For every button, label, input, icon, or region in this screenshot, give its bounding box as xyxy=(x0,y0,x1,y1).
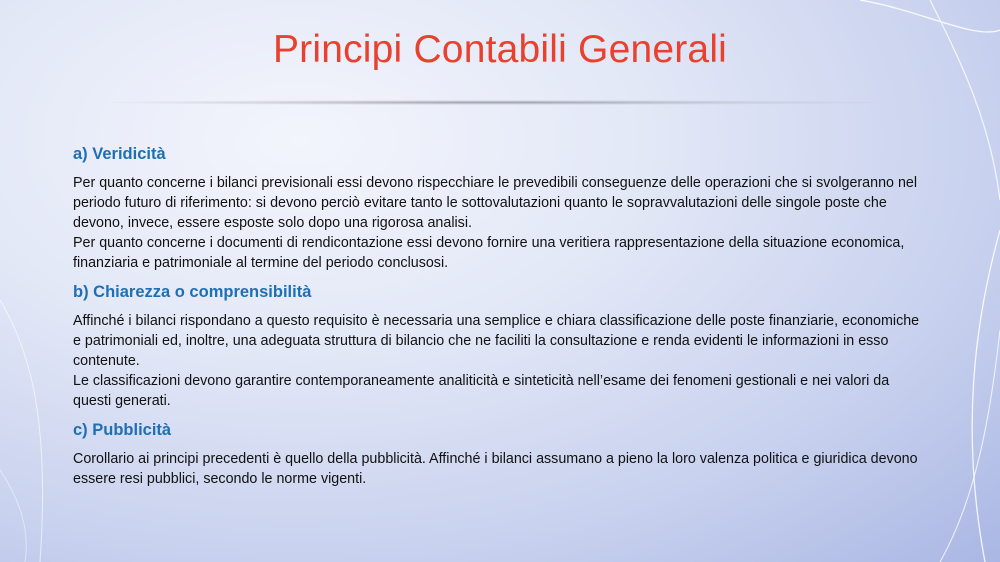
section-heading: a) Veridicità xyxy=(73,145,166,163)
section-heading: c) Pubblicità xyxy=(73,421,172,439)
slide-title: Principi Contabili Generali xyxy=(272,28,728,71)
section-veridicita xyxy=(73,143,923,273)
title-divider xyxy=(110,100,890,105)
section-pubblicita xyxy=(73,419,923,489)
section-paragraph: Corollario ai principi precedenti è quello della pubblicità. Affinché i bilanci assumano a pieno la loro valenza politica e giuridica devono essere resi pubblici, secondo le norme vigenti. xyxy=(73,451,918,487)
section-paragraph: Per quanto concerne i bilanci previsionali essi devono rispecchiare le prevedibili conseguenze delle operazioni che si svolgeranno nel periodo futuro di riferimento: si devono perciò evitare tanto le sottovalutazioni quanto le sopravvalutazioni delle singole poste che devono, invece, essere esposte solo dopo una rigorosa analisi. xyxy=(73,175,918,231)
section-chiarezza xyxy=(73,281,923,411)
section-paragraph: Le classificazioni devono garantire contemporaneamente analiticità e sinteticità nell’esame dei fenomeni gestionali e nei valori da questi generati. xyxy=(73,373,890,409)
section-paragraph: Affinché i bilanci rispondano a questo requisito è necessaria una semplice e chiara classificazione delle poste finanziarie, economiche e patrimoniali ed, inoltre, una adeguata struttura di bilancio che ne faciliti la consultazione e renda evidenti le informazioni in esso contenute. xyxy=(73,313,920,369)
slide-content xyxy=(73,143,923,497)
section-heading: b) Chiarezza o comprensibilità xyxy=(73,283,312,301)
section-paragraph: Per quanto concerne i documenti di rendicontazione essi devono fornire una veritiera rappresentazione della situazione economica, finanziaria e patrimoniale al termine del periodo conclusosi. xyxy=(73,235,905,271)
